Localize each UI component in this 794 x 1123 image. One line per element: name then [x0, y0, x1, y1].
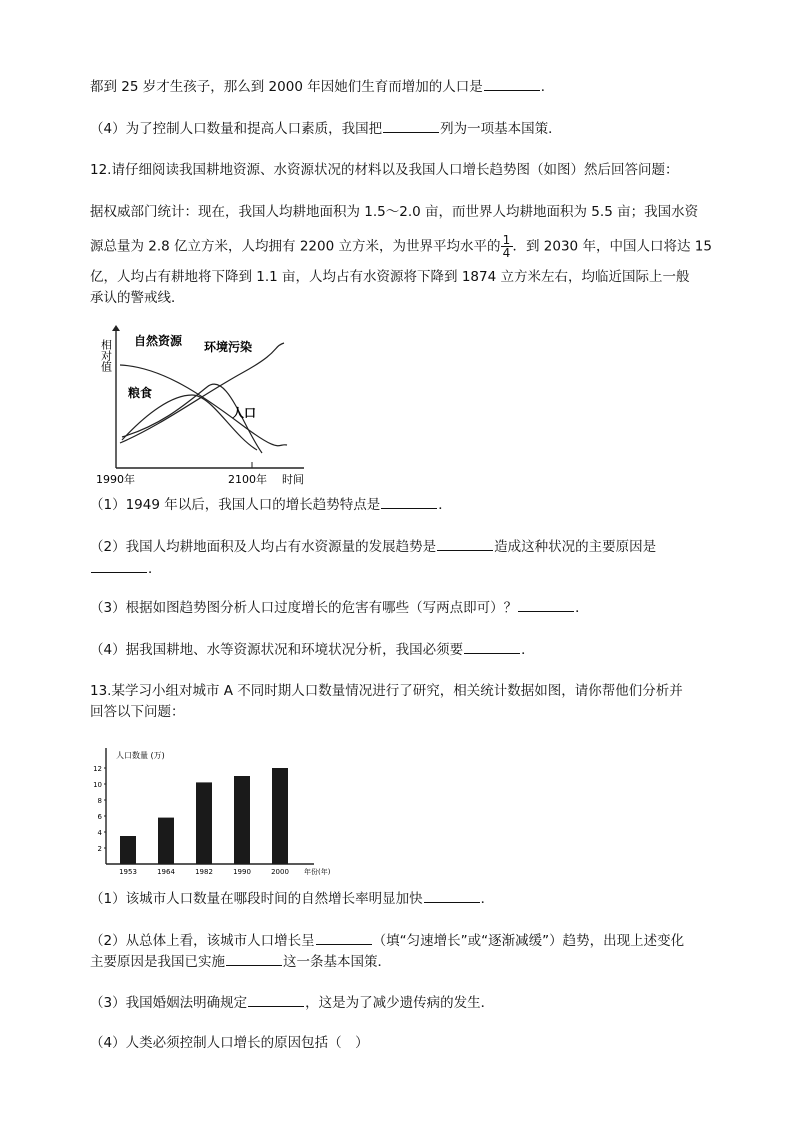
y-axis-label: 相对值: [99, 339, 113, 372]
fraction: [501, 234, 513, 259]
question-12-2: [90, 536, 656, 557]
bar-2000: [272, 768, 288, 864]
x-axis-label: 时间: [282, 473, 304, 486]
x-tick-label: 1982: [195, 868, 213, 876]
text: （3）根据如图趋势图分析人口过度增长的危害有哪些（写两点即可）？: [90, 600, 518, 616]
bar-1990: [234, 776, 250, 864]
series-line-food: [122, 395, 257, 450]
y-tick-label: 12: [93, 765, 102, 773]
text: ．: [438, 497, 452, 513]
x-tick-label: 2100年: [228, 473, 267, 486]
answer-blank[interactable]: [91, 558, 147, 573]
text: （4）为了控制人口数量和提高人口素质，我国把: [90, 121, 383, 137]
text: （1）1949 年以后，我国人口的增长趋势特点是: [90, 497, 381, 513]
answer-blank[interactable]: [381, 494, 437, 509]
text: （3）我国婚姻法明确规定: [90, 995, 248, 1011]
bar-1964: [158, 818, 174, 864]
series-line-natural-resources: [120, 365, 287, 446]
text: （填“匀速增长”或“逐渐减缓”）趋势，出现上述变化: [372, 933, 685, 949]
text: （1）该城市人口数量在哪段时间的自然增长率明显加快: [90, 891, 423, 907]
x-tick-label: 1964: [157, 868, 175, 876]
series-label-food: 粮食: [128, 386, 153, 400]
paragraph-line: [90, 234, 712, 258]
paragraph-line: 承认的警戒线．: [90, 290, 185, 306]
question-13-1: [90, 888, 494, 909]
text: ，这是为了减少遗传病的发生．: [305, 995, 495, 1011]
answer-blank[interactable]: [226, 951, 282, 966]
text: 造成这种状况的主要原因是: [494, 539, 657, 555]
question-13-title-cont: 回答以下问题：: [90, 704, 185, 720]
x-tick-label: 2000: [271, 868, 289, 876]
text: （2）从总体上看，该城市人口增长呈: [90, 933, 315, 949]
answer-blank[interactable]: [424, 888, 480, 903]
bar-1953: [120, 836, 136, 864]
question-13-2: [90, 930, 684, 951]
question-12-2-cont: [90, 558, 162, 579]
y-ticks-group: [93, 765, 106, 853]
y-axis-label: 人口数量 (万): [116, 751, 165, 760]
y-tick-label: 4: [97, 829, 102, 837]
text: 列为一项基本国策．: [440, 121, 562, 137]
text: 都到 25 岁才生孩子，那么到 2000 年因她们生育而增加的人口是: [90, 79, 483, 95]
x-tick-label: 1990: [233, 868, 251, 876]
question-13-2-cont: [90, 951, 391, 972]
bars-group: [119, 768, 289, 876]
y-tick-label: 8: [97, 797, 102, 805]
question-12-3: [90, 597, 589, 618]
answer-blank[interactable]: [383, 118, 439, 133]
y-tick-label: 10: [93, 781, 102, 789]
question-12-1: [90, 494, 452, 515]
text-line: [90, 76, 554, 97]
bar-1982: [196, 782, 212, 864]
y-axis-arrow: [112, 325, 120, 331]
answer-blank[interactable]: [248, 992, 304, 1007]
x-tick-label: 1953: [119, 868, 137, 876]
text: （2）我国人均耕地面积及人均占有水资源量的发展趋势是: [90, 539, 437, 555]
series-label-pollution: 环境污染: [204, 340, 253, 354]
text: ．: [540, 79, 555, 95]
text: ．: [575, 600, 589, 616]
text: 源总量为 2.8 亿立方米，人均拥有 2200 立方米，为世界平均水平的: [90, 238, 501, 255]
text: ．到 2030 年，中国人口将达 15: [512, 238, 712, 255]
answer-blank[interactable]: [464, 639, 520, 654]
fraction-numerator: 1: [501, 234, 513, 247]
paragraph-line: 亿，人均占有耕地将下降到 1.1 亩，人均占有水资源将下降到 1874 立方米左右，均临近国际上一般: [90, 269, 690, 285]
answer-blank[interactable]: [437, 536, 493, 551]
x-tick-label: 1990年: [96, 473, 135, 486]
answer-blank[interactable]: [316, 930, 372, 945]
y-tick-label: 2: [97, 845, 102, 853]
y-tick-label: 6: [97, 813, 102, 821]
question-12-4: [90, 639, 535, 660]
question-13-title: 13.某学习小组对城市 A 不同时期人口数量情况进行了研究，相关统计数据如图，请你帮他们分析并: [90, 683, 683, 699]
text: 主要原因是我国已实施: [90, 954, 225, 970]
population-bar-chart: [92, 746, 334, 880]
fraction-denominator: 4: [502, 246, 511, 260]
series-label-natural-resources: 自然资源: [134, 334, 183, 348]
answer-blank[interactable]: [518, 597, 574, 612]
text: （4）据我国耕地、水等资源状况和环境状况分析，我国必须要: [90, 642, 464, 658]
text: ．: [521, 642, 535, 658]
question-13-4: （4）人类必须控制人口增长的原因包括（ ）: [90, 1035, 369, 1051]
text-line: [90, 118, 562, 139]
question-13-3: [90, 992, 494, 1013]
text: 这一条基本国策．: [283, 954, 391, 970]
text: ．: [480, 891, 495, 907]
x-axis-label: 年份(年): [304, 868, 331, 876]
series-label-population: 人口: [232, 406, 257, 420]
answer-blank[interactable]: [484, 76, 540, 91]
trend-chart: [92, 325, 332, 487]
question-12-title: 12.请仔细阅读我国耕地资源、水资源状况的材料以及我国人口增长趋势图（如图）然后回答问题：: [90, 162, 679, 178]
text: ．: [148, 561, 162, 577]
paragraph-line: 据权威部门统计：现在，我国人均耕地面积为 1.5～2.0 亩，而世界人均耕地面积为 5.5 亩；我国水资: [90, 204, 699, 220]
